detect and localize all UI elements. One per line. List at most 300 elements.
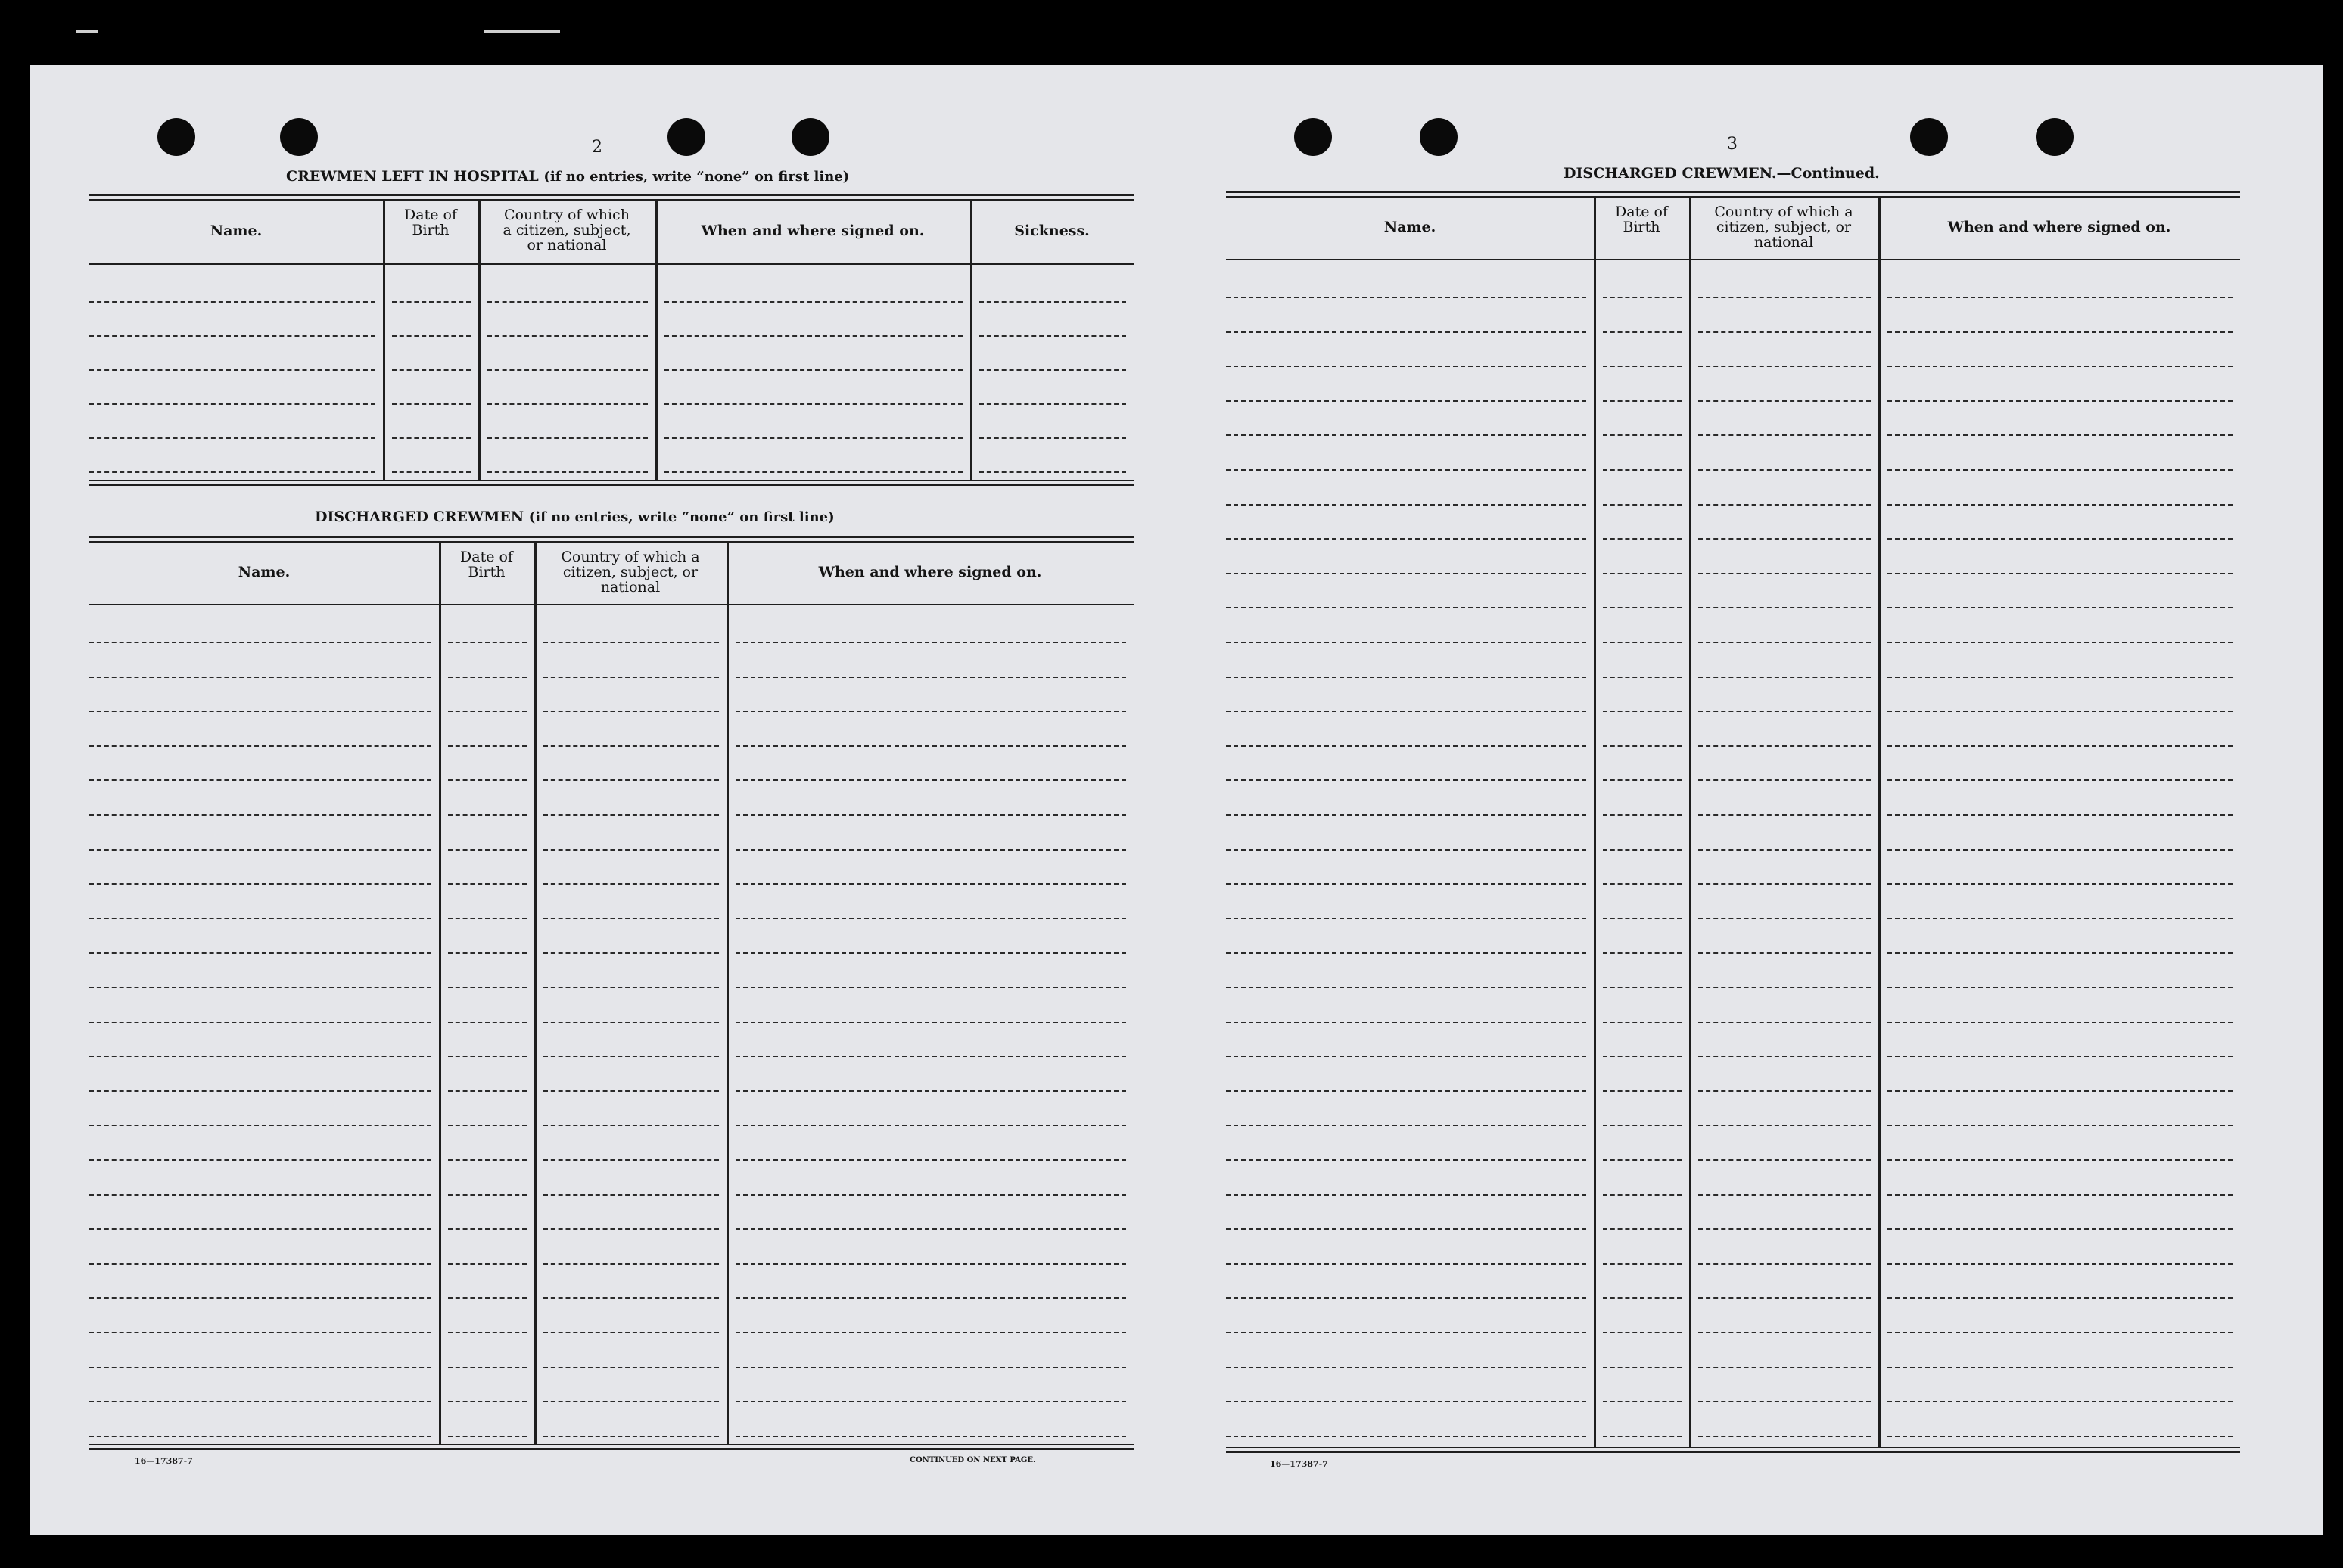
entry-line[interactable] — [1603, 1228, 1682, 1230]
entry-line[interactable] — [979, 403, 1126, 405]
entry-line[interactable] — [1603, 1194, 1682, 1196]
entry-line[interactable] — [1603, 1090, 1682, 1092]
entry-line[interactable] — [1887, 918, 2233, 919]
entry-line[interactable] — [448, 1297, 527, 1299]
entry-line[interactable] — [1226, 1436, 1586, 1437]
entry-line[interactable] — [89, 779, 431, 781]
entry-line[interactable] — [1698, 883, 1871, 885]
entry-line[interactable] — [736, 1263, 1126, 1265]
form-number: 16—17387-7 — [135, 1456, 193, 1466]
entry-line[interactable] — [448, 1159, 527, 1161]
entry-line[interactable] — [1603, 849, 1682, 851]
entry-line[interactable] — [664, 471, 963, 473]
column-header: Name. — [1383, 219, 1436, 235]
form-number: 16—17387-7 — [1270, 1459, 1328, 1469]
entry-line[interactable] — [1226, 1332, 1586, 1333]
entry-line[interactable] — [89, 1367, 431, 1368]
entry-line[interactable] — [1698, 469, 1871, 471]
entry-line[interactable] — [1603, 642, 1682, 643]
entry-line[interactable] — [1698, 1436, 1871, 1437]
entry-line[interactable] — [1698, 677, 1871, 678]
entry-line[interactable] — [1603, 745, 1682, 747]
entry-line[interactable] — [89, 677, 431, 678]
punch-hole-icon — [667, 118, 705, 156]
entry-line[interactable] — [1698, 504, 1871, 506]
entry-line[interactable] — [1887, 1297, 2233, 1299]
entry-line[interactable] — [89, 1436, 431, 1437]
entry-line[interactable] — [1226, 1090, 1586, 1092]
entry-line[interactable] — [1603, 434, 1682, 436]
entry-line[interactable] — [1226, 297, 1586, 298]
entry-line[interactable] — [1698, 366, 1871, 367]
entry-line[interactable] — [487, 403, 648, 405]
discharged-title-text: DISCHARGED CREWMEN — [315, 509, 524, 525]
entry-line[interactable] — [1698, 1159, 1871, 1161]
entry-line[interactable] — [543, 1367, 719, 1368]
scan-streak — [484, 30, 560, 33]
entry-line[interactable] — [1887, 1228, 2233, 1230]
left-page — [30, 65, 1173, 1535]
entry-line[interactable] — [1887, 297, 2233, 298]
entry-line[interactable] — [543, 1263, 719, 1265]
entry-line[interactable] — [736, 1436, 1126, 1437]
entry-line[interactable] — [543, 1194, 719, 1196]
entry-line[interactable] — [89, 918, 431, 919]
entry-line[interactable] — [89, 1159, 431, 1161]
entry-line[interactable] — [1226, 400, 1586, 402]
entry-line[interactable] — [664, 335, 963, 337]
entry-line[interactable] — [1887, 1056, 2233, 1057]
entry-line[interactable] — [89, 883, 431, 885]
entry-line[interactable] — [543, 1022, 719, 1023]
entry-line[interactable] — [736, 1228, 1126, 1230]
entry-line[interactable] — [1698, 1263, 1871, 1265]
table-top-rule — [89, 541, 1134, 543]
entry-line[interactable] — [1698, 1367, 1871, 1368]
entry-line[interactable] — [1603, 331, 1682, 333]
entry-line[interactable] — [448, 1401, 527, 1402]
entry-line[interactable] — [1226, 434, 1586, 436]
entry-line[interactable] — [1226, 849, 1586, 851]
entry-line[interactable] — [543, 1228, 719, 1230]
entry-line[interactable] — [1698, 434, 1871, 436]
entry-line[interactable] — [1698, 1401, 1871, 1402]
entry-line[interactable] — [89, 403, 375, 405]
entry-line[interactable] — [543, 918, 719, 919]
entry-line[interactable] — [1887, 538, 2233, 540]
entry-line[interactable] — [1603, 1159, 1682, 1161]
entry-line[interactable] — [543, 1125, 719, 1126]
entry-line[interactable] — [448, 918, 527, 919]
entry-line[interactable] — [1887, 1367, 2233, 1368]
entry-line[interactable] — [448, 1436, 527, 1437]
entry-line[interactable] — [736, 918, 1126, 919]
entry-line[interactable] — [736, 1332, 1126, 1333]
entry-line[interactable] — [1226, 1022, 1586, 1023]
entry-line[interactable] — [448, 1125, 527, 1126]
entry-line[interactable] — [979, 471, 1126, 473]
entry-line[interactable] — [1887, 607, 2233, 608]
entry-line[interactable] — [736, 1367, 1126, 1368]
entry-line[interactable] — [448, 1090, 527, 1092]
entry-line[interactable] — [543, 1436, 719, 1437]
entry-line[interactable] — [1603, 1263, 1682, 1265]
entry-line[interactable] — [1226, 1228, 1586, 1230]
entry-line[interactable] — [1226, 366, 1586, 367]
entry-line[interactable] — [1698, 573, 1871, 574]
entry-line[interactable] — [543, 1332, 719, 1333]
entry-line[interactable] — [89, 952, 431, 954]
entry-line[interactable] — [543, 779, 719, 781]
entry-line[interactable] — [89, 1332, 431, 1333]
punch-hole-icon — [280, 118, 318, 156]
entry-line[interactable] — [1887, 1194, 2233, 1196]
entry-line[interactable] — [1887, 1022, 2233, 1023]
entry-line[interactable] — [448, 677, 527, 678]
entry-line[interactable] — [1887, 987, 2233, 988]
entry-line[interactable] — [1603, 677, 1682, 678]
entry-line[interactable] — [736, 814, 1126, 816]
entry-line[interactable] — [1698, 814, 1871, 816]
entry-line[interactable] — [1603, 573, 1682, 574]
entry-line[interactable] — [1887, 1263, 2233, 1265]
entry-line[interactable] — [1887, 952, 2233, 954]
entry-line[interactable] — [543, 987, 719, 988]
entry-line[interactable] — [979, 369, 1126, 371]
entry-line[interactable] — [89, 335, 375, 337]
entry-line[interactable] — [1698, 607, 1871, 608]
entry-line[interactable] — [1226, 642, 1586, 643]
entry-line[interactable] — [392, 403, 471, 405]
entry-line[interactable] — [448, 1194, 527, 1196]
entry-line[interactable] — [736, 1090, 1126, 1092]
entry-line[interactable] — [392, 437, 471, 439]
entry-line[interactable] — [1698, 918, 1871, 919]
entry-line[interactable] — [543, 642, 719, 643]
entry-line[interactable] — [89, 1022, 431, 1023]
entry-line[interactable] — [1603, 469, 1682, 471]
column-divider — [1689, 198, 1691, 1447]
entry-line[interactable] — [487, 301, 648, 303]
entry-line[interactable] — [1226, 1367, 1586, 1368]
entry-line[interactable] — [89, 369, 375, 371]
entry-line[interactable] — [1226, 573, 1586, 574]
entry-line[interactable] — [736, 1194, 1126, 1196]
entry-line[interactable] — [448, 1022, 527, 1023]
entry-line[interactable] — [1226, 469, 1586, 471]
entry-line[interactable] — [1226, 607, 1586, 608]
entry-line[interactable] — [392, 369, 471, 371]
entry-line[interactable] — [1603, 607, 1682, 608]
entry-line[interactable] — [1698, 1332, 1871, 1333]
entry-line[interactable] — [89, 1263, 431, 1265]
column-header: Date of Birth — [1615, 204, 1668, 235]
entry-line[interactable] — [1887, 814, 2233, 816]
entry-line[interactable] — [979, 301, 1126, 303]
entry-line[interactable] — [736, 1056, 1126, 1057]
entry-line[interactable] — [392, 301, 471, 303]
entry-line[interactable] — [1603, 297, 1682, 298]
entry-line[interactable] — [543, 1297, 719, 1299]
entry-line[interactable] — [1226, 1056, 1586, 1057]
table-bottom-rule — [89, 1448, 1134, 1450]
entry-line[interactable] — [664, 369, 963, 371]
entry-line[interactable] — [89, 301, 375, 303]
entry-line[interactable] — [1887, 745, 2233, 747]
entry-line[interactable] — [1226, 779, 1586, 781]
table-top-rule — [89, 536, 1134, 538]
entry-line[interactable] — [448, 1332, 527, 1333]
entry-line[interactable] — [1887, 1401, 2233, 1402]
entry-line[interactable] — [392, 335, 471, 337]
entry-line[interactable] — [543, 1056, 719, 1057]
entry-line[interactable] — [736, 1022, 1126, 1023]
entry-line[interactable] — [1226, 987, 1586, 988]
punch-hole-icon — [1910, 118, 1948, 156]
entry-line[interactable] — [1603, 1297, 1682, 1299]
entry-line[interactable] — [1226, 1125, 1586, 1126]
entry-line[interactable] — [664, 403, 963, 405]
entry-line[interactable] — [1698, 1056, 1871, 1057]
header-rule — [89, 263, 1134, 265]
entry-line[interactable] — [448, 1228, 527, 1230]
entry-line[interactable] — [1698, 1022, 1871, 1023]
entry-line[interactable] — [1887, 1436, 2233, 1437]
entry-line[interactable] — [1698, 1194, 1871, 1196]
punch-hole-icon — [1294, 118, 1332, 156]
entry-line[interactable] — [1603, 1332, 1682, 1333]
entry-line[interactable] — [448, 745, 527, 747]
entry-line[interactable] — [543, 1401, 719, 1402]
entry-line[interactable] — [736, 1159, 1126, 1161]
entry-line[interactable] — [448, 711, 527, 712]
entry-line[interactable] — [1226, 1297, 1586, 1299]
entry-line[interactable] — [1603, 1022, 1682, 1023]
entry-line[interactable] — [1887, 434, 2233, 436]
entry-line[interactable] — [1698, 952, 1871, 954]
continued-section-title: DISCHARGED CREWMEN.—Continued. — [1564, 165, 1880, 182]
column-header: Name. — [210, 222, 263, 239]
entry-line[interactable] — [736, 711, 1126, 712]
entry-line[interactable] — [89, 711, 431, 712]
entry-line[interactable] — [448, 642, 527, 643]
entry-line[interactable] — [1226, 677, 1586, 678]
entry-line[interactable] — [448, 814, 527, 816]
entry-line[interactable] — [1887, 711, 2233, 712]
entry-line[interactable] — [1603, 1436, 1682, 1437]
entry-line[interactable] — [89, 987, 431, 988]
entry-line[interactable] — [89, 1297, 431, 1299]
entry-line[interactable] — [1226, 504, 1586, 506]
discharged-section-title — [315, 509, 835, 525]
entry-line[interactable] — [1887, 849, 2233, 851]
entry-line[interactable] — [1887, 366, 2233, 367]
entry-line[interactable] — [1226, 1401, 1586, 1402]
entry-line[interactable] — [736, 677, 1126, 678]
entry-line[interactable] — [1887, 1159, 2233, 1161]
entry-line[interactable] — [1887, 469, 2233, 471]
entry-line[interactable] — [1226, 1159, 1586, 1161]
column-header: Country of which a citizen, subject, or national — [1714, 204, 1853, 250]
entry-line[interactable] — [1603, 883, 1682, 885]
entry-line[interactable] — [979, 437, 1126, 439]
entry-line[interactable] — [1603, 366, 1682, 367]
entry-line[interactable] — [1698, 745, 1871, 747]
entry-line[interactable] — [1887, 573, 2233, 574]
entry-line[interactable] — [1226, 711, 1586, 712]
entry-line[interactable] — [1698, 711, 1871, 712]
entry-line[interactable] — [543, 849, 719, 851]
entry-line[interactable] — [1887, 331, 2233, 333]
entry-line[interactable] — [543, 711, 719, 712]
entry-line[interactable] — [1226, 745, 1586, 747]
entry-line[interactable] — [1698, 779, 1871, 781]
hospital-section-title — [286, 168, 849, 185]
entry-line[interactable] — [89, 1401, 431, 1402]
entry-line[interactable] — [1887, 1332, 2233, 1333]
entry-line[interactable] — [736, 883, 1126, 885]
entry-line[interactable] — [736, 952, 1126, 954]
entry-line[interactable] — [1698, 1297, 1871, 1299]
entry-line[interactable] — [487, 471, 648, 473]
column-divider — [655, 201, 658, 480]
entry-line[interactable] — [1603, 779, 1682, 781]
entry-line[interactable] — [1698, 642, 1871, 643]
entry-line[interactable] — [736, 1125, 1126, 1126]
entry-line[interactable] — [664, 301, 963, 303]
scan-streak — [76, 30, 98, 33]
table-top-rule — [89, 199, 1134, 201]
table-bottom-rule — [89, 484, 1134, 486]
entry-line[interactable] — [1603, 1056, 1682, 1057]
entry-line[interactable] — [89, 1125, 431, 1126]
punch-hole-icon — [792, 118, 829, 156]
entry-line[interactable] — [89, 1090, 431, 1092]
entry-line[interactable] — [448, 1056, 527, 1057]
entry-line[interactable] — [89, 745, 431, 747]
entry-line[interactable] — [1603, 504, 1682, 506]
entry-line[interactable] — [89, 437, 375, 439]
entry-line[interactable] — [487, 437, 648, 439]
entry-line[interactable] — [1226, 1194, 1586, 1196]
entry-line[interactable] — [1887, 400, 2233, 402]
entry-line[interactable] — [543, 1090, 719, 1092]
entry-line[interactable] — [448, 987, 527, 988]
entry-line[interactable] — [448, 1367, 527, 1368]
entry-line[interactable] — [1698, 987, 1871, 988]
entry-line[interactable] — [1603, 1401, 1682, 1402]
entry-line[interactable] — [487, 335, 648, 337]
punch-hole-icon — [2036, 118, 2074, 156]
column-divider — [1878, 198, 1881, 1447]
entry-line[interactable] — [1226, 883, 1586, 885]
entry-line[interactable] — [543, 1159, 719, 1161]
entry-line[interactable] — [487, 369, 648, 371]
entry-line[interactable] — [979, 335, 1126, 337]
entry-line[interactable] — [1603, 814, 1682, 816]
entry-line[interactable] — [736, 779, 1126, 781]
entry-line[interactable] — [1698, 1228, 1871, 1230]
entry-line[interactable] — [1698, 1125, 1871, 1126]
entry-line[interactable] — [1226, 814, 1586, 816]
entry-line[interactable] — [89, 814, 431, 816]
entry-line[interactable] — [89, 1056, 431, 1057]
entry-line[interactable] — [1603, 538, 1682, 540]
entry-line[interactable] — [1887, 504, 2233, 506]
entry-line[interactable] — [448, 1263, 527, 1265]
column-header: When and where signed on. — [701, 222, 925, 239]
column-header: Date of Birth — [404, 207, 457, 238]
entry-line[interactable] — [664, 437, 963, 439]
entry-line[interactable] — [1226, 1263, 1586, 1265]
entry-line[interactable] — [1226, 918, 1586, 919]
entry-line[interactable] — [89, 1228, 431, 1230]
entry-line[interactable] — [1887, 779, 2233, 781]
scan-border — [0, 0, 2343, 65]
entry-line[interactable] — [543, 745, 719, 747]
entry-line[interactable] — [448, 883, 527, 885]
entry-line[interactable] — [1698, 538, 1871, 540]
column-header: Country of which a citizen, subject, or national — [503, 207, 631, 254]
column-divider — [439, 543, 441, 1444]
entry-line[interactable] — [1226, 331, 1586, 333]
entry-line[interactable] — [1226, 952, 1586, 954]
column-divider — [970, 201, 972, 480]
table-bottom-rule — [1226, 1447, 2240, 1448]
entry-line[interactable] — [1226, 538, 1586, 540]
entry-line[interactable] — [736, 987, 1126, 988]
entry-line[interactable] — [543, 677, 719, 678]
entry-line[interactable] — [1603, 400, 1682, 402]
entry-line[interactable] — [736, 1297, 1126, 1299]
entry-line[interactable] — [1603, 987, 1682, 988]
entry-line[interactable] — [543, 883, 719, 885]
entry-line[interactable] — [1698, 331, 1871, 333]
table-bottom-rule — [89, 480, 1134, 481]
entry-line[interactable] — [1887, 1125, 2233, 1126]
entry-line[interactable] — [1887, 677, 2233, 678]
entry-line[interactable] — [1603, 952, 1682, 954]
entry-line[interactable] — [89, 642, 431, 643]
entry-line[interactable] — [1603, 1125, 1682, 1126]
entry-line[interactable] — [448, 849, 527, 851]
entry-line[interactable] — [736, 745, 1126, 747]
entry-line[interactable] — [1698, 400, 1871, 402]
entry-line[interactable] — [1887, 1090, 2233, 1092]
entry-line[interactable] — [1603, 1367, 1682, 1368]
entry-line[interactable] — [736, 642, 1126, 643]
entry-line[interactable] — [543, 952, 719, 954]
entry-line[interactable] — [1887, 883, 2233, 885]
table-top-rule — [1226, 191, 2240, 193]
entry-line[interactable] — [89, 849, 431, 851]
entry-line[interactable] — [1603, 918, 1682, 919]
entry-line[interactable] — [448, 779, 527, 781]
entry-line[interactable] — [392, 471, 471, 473]
entry-line[interactable] — [89, 1194, 431, 1196]
entry-line[interactable] — [1887, 642, 2233, 643]
entry-line[interactable] — [1698, 1090, 1871, 1092]
entry-line[interactable] — [448, 952, 527, 954]
entry-line[interactable] — [1698, 849, 1871, 851]
entry-line[interactable] — [543, 814, 719, 816]
column-divider — [727, 543, 729, 1444]
entry-line[interactable] — [1603, 711, 1682, 712]
entry-line[interactable] — [89, 471, 375, 473]
entry-line[interactable] — [736, 849, 1126, 851]
entry-line[interactable] — [736, 1401, 1126, 1402]
entry-line[interactable] — [1698, 297, 1871, 298]
